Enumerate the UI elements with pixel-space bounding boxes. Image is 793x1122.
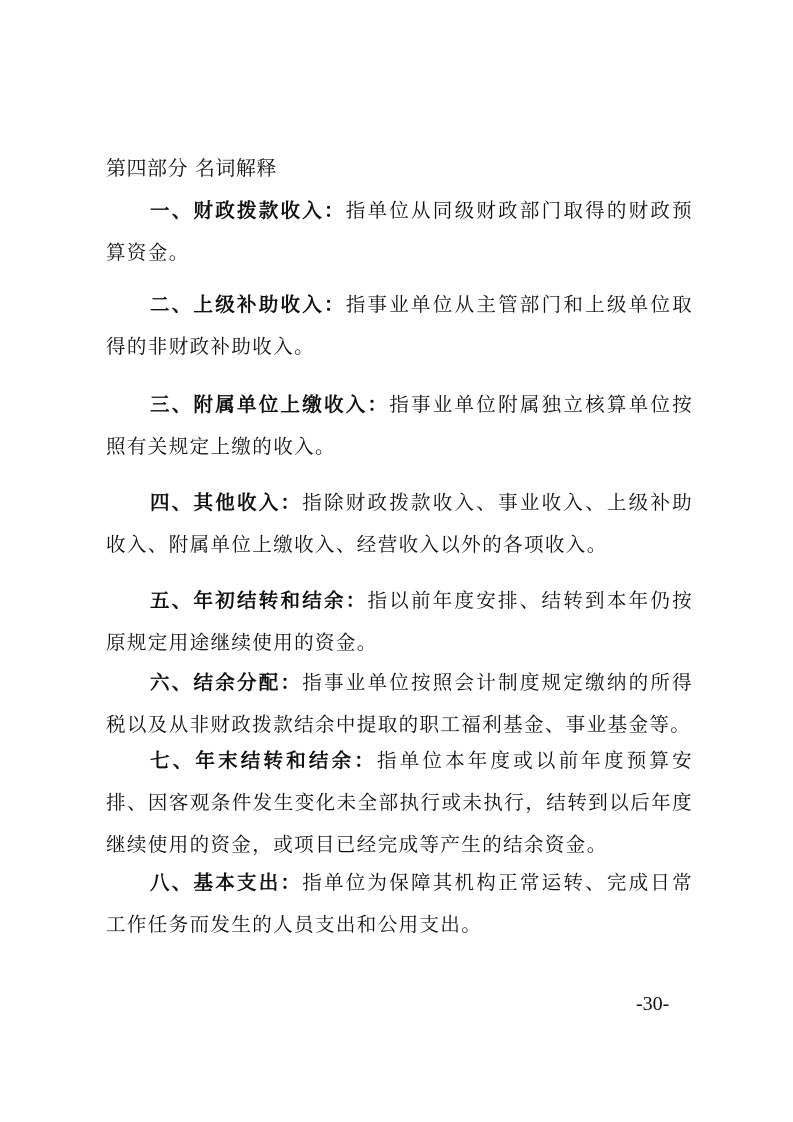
- definition-text: 指单位从同级财政部门取得的财政预算资金。: [106, 199, 693, 264]
- definition-8: [106, 862, 693, 946]
- definition-text: 指单位本年度或以前年度预算安排、因客观条件发生变化未全部执行或未执行，结转到以后年度继续使用的资金，或项目已经完成等产生的结余资金。: [106, 749, 693, 856]
- definition-term: 七、年末结转和结余：: [150, 749, 377, 772]
- definition-3: [106, 384, 693, 468]
- definition-4: [106, 482, 693, 566]
- definition-7: [106, 740, 693, 866]
- definition-text: 指事业单位按照会计制度规定缴纳的所得税以及从非财政拨款结余中提取的职工福利基金、事业基金等。: [106, 671, 693, 736]
- page-title: 第四部分 名词解释: [106, 156, 277, 180]
- definition-term: 一、财政拨款收入：: [150, 199, 346, 222]
- definition-term: 六、结余分配：: [150, 671, 303, 694]
- definition-2: [106, 284, 693, 368]
- definition-1: [106, 190, 693, 274]
- definition-term: 四、其他收入：: [150, 491, 303, 514]
- definition-text: 指除财政拨款收入、事业收入、上级补助收入、附属单位上缴收入、经营收入以外的各项收入。: [106, 491, 693, 556]
- definition-term: 八、基本支出：: [150, 871, 303, 894]
- definition-6: [106, 662, 693, 746]
- page-number: -30-: [636, 993, 670, 1015]
- definition-text: 指事业单位从主管部门和上级单位取得的非财政补助收入。: [106, 293, 693, 358]
- definition-term: 五、年初结转和结余：: [150, 589, 368, 612]
- definition-term: 二、上级补助收入：: [150, 293, 346, 316]
- definition-5: [106, 580, 693, 664]
- definition-text: 指以前年度安排、结转到本年仍按原规定用途继续使用的资金。: [106, 589, 693, 654]
- definition-term: 三、附属单位上缴收入：: [150, 393, 390, 416]
- definition-text: 指单位为保障其机构正常运转、完成日常工作任务而发生的人员支出和公用支出。: [106, 871, 693, 936]
- definition-text: 指事业单位附属独立核算单位按照有关规定上缴的收入。: [106, 393, 693, 458]
